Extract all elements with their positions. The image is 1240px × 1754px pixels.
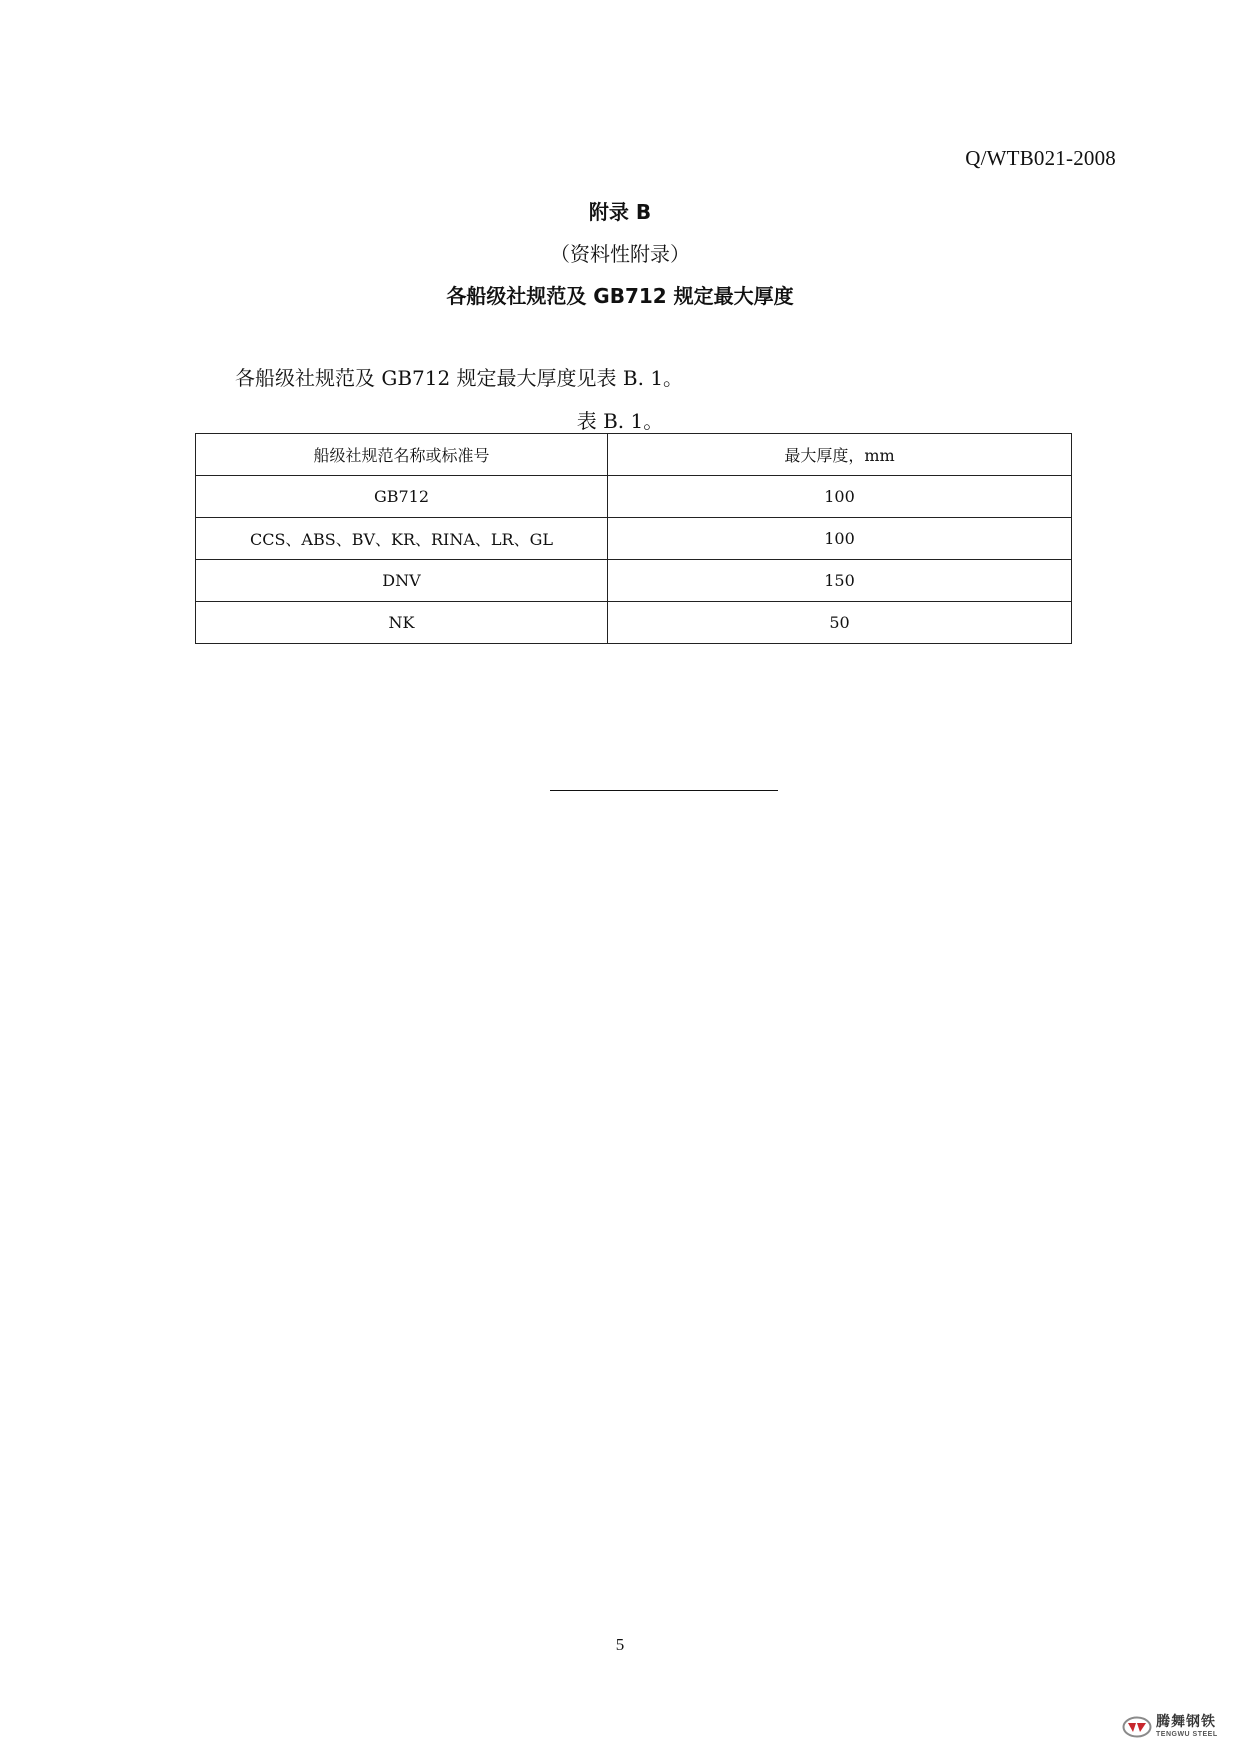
column-header-thickness: 最大厚度，mm	[608, 434, 1072, 476]
table-cell-thickness: 100	[608, 476, 1072, 518]
intro-paragraph: 各船级社规范及 GB712 规定最大厚度见表 B. 1。	[235, 366, 684, 390]
table-cell-standard: CCS、ABS、BV、KR、RINA、LR、GL	[196, 518, 608, 560]
table-cell-standard: GB712	[196, 476, 608, 518]
appendix-type: （资料性附录）	[550, 242, 690, 266]
column-header-standard: 船级社规范名称或标准号	[196, 434, 608, 476]
section-title: 各船级社规范及 GB712 规定最大厚度	[446, 284, 794, 308]
logo-text-en: TENGWU STEEL	[1156, 1731, 1218, 1738]
logo-icon	[1122, 1716, 1152, 1738]
thickness-table	[195, 433, 1072, 644]
table-cell-standard: NK	[196, 602, 608, 644]
table-cell-thickness: 150	[608, 560, 1072, 602]
table-cell-thickness: 50	[608, 602, 1072, 644]
table-caption: 表 B. 1。	[576, 409, 664, 433]
table-row	[196, 518, 1072, 560]
table-row	[196, 560, 1072, 602]
table-cell-standard: DNV	[196, 560, 608, 602]
table-header-row	[196, 434, 1072, 476]
company-logo	[1122, 1715, 1218, 1738]
table-row	[196, 476, 1072, 518]
document-code: Q/WTB021-2008	[965, 146, 1116, 170]
end-divider	[550, 790, 778, 791]
table-cell-thickness: 100	[608, 518, 1072, 560]
page-number: 5	[615, 1635, 625, 1654]
table-row	[196, 602, 1072, 644]
appendix-title: 附录 B	[588, 200, 652, 224]
logo-text-cn: 腾舞钢铁	[1156, 1714, 1216, 1730]
